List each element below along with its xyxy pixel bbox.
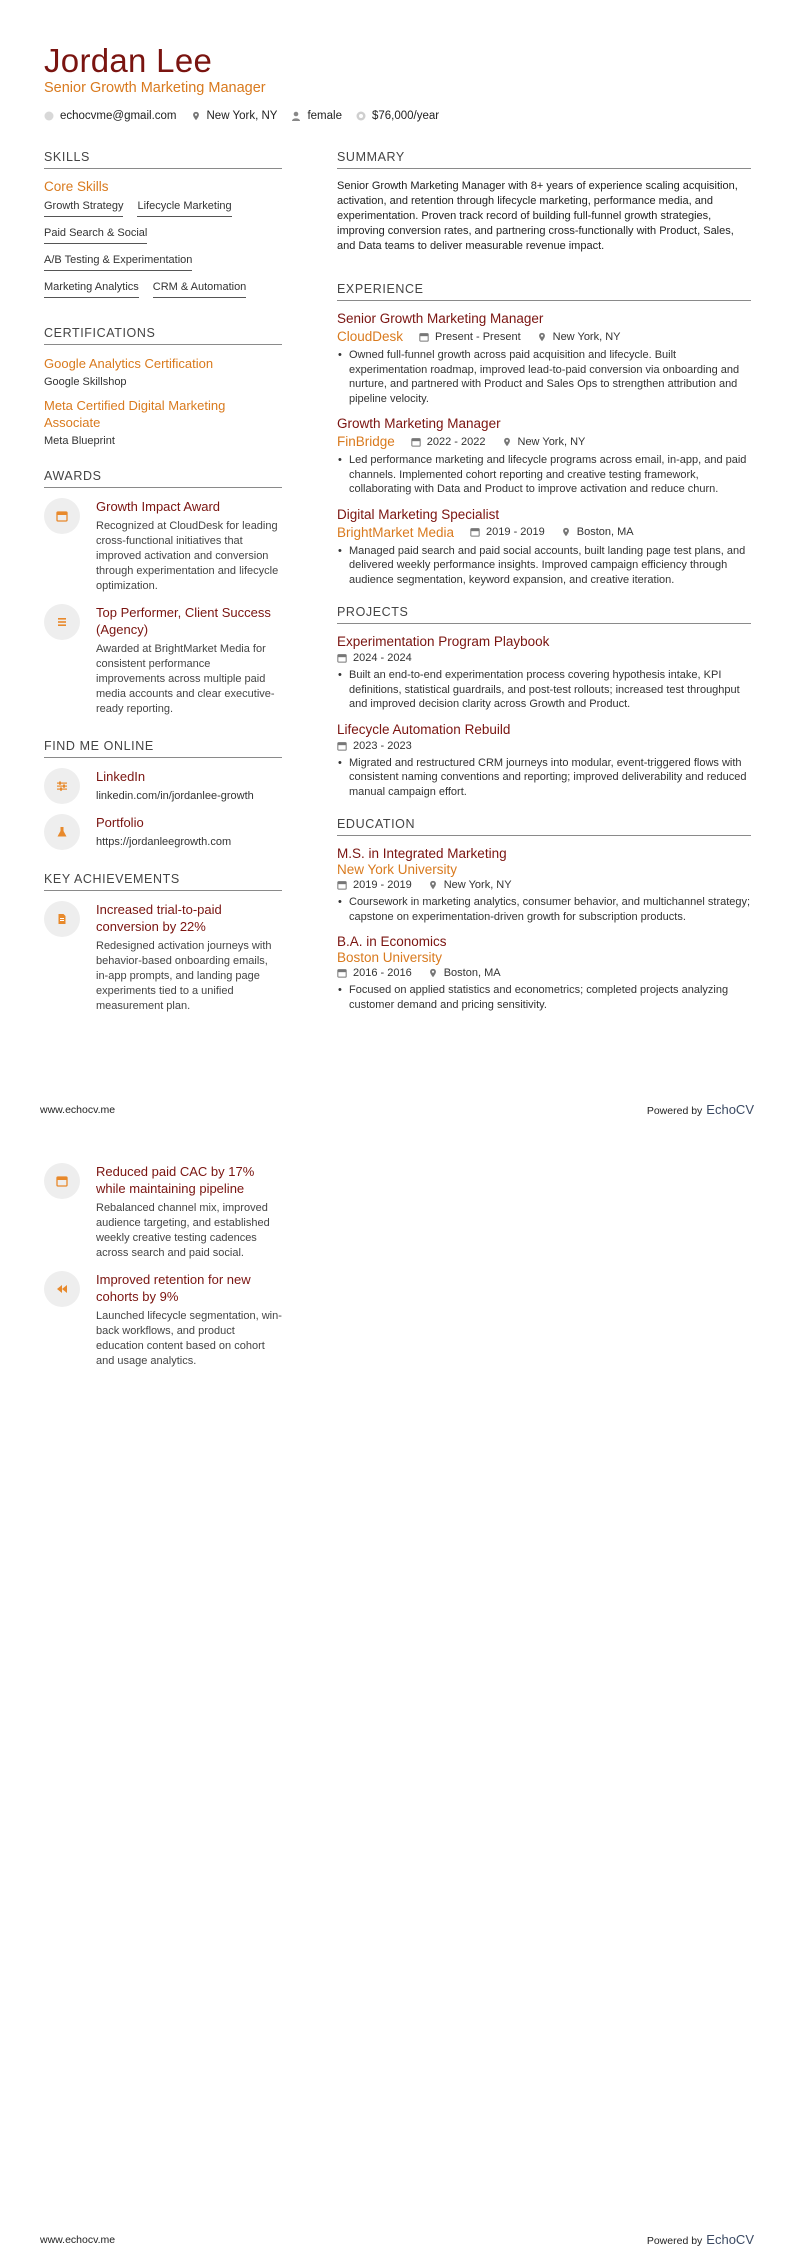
award-text: Awarded at BrightMarket Media for consistent performance improvements across multiple paid media accounts and clear executive-ready reporting. — [96, 643, 275, 715]
right-column — [337, 150, 751, 1022]
salary-icon — [356, 111, 366, 121]
experience-heading: EXPERIENCE — [337, 282, 751, 301]
achievement-title: Improved retention for new cohorts by 9% — [96, 1272, 251, 1304]
job-location: New York, NY — [517, 435, 586, 448]
online-section — [44, 739, 282, 850]
contact-salary — [356, 110, 439, 122]
email-icon — [44, 111, 54, 121]
rewind-icon — [44, 1271, 80, 1307]
contact-bar — [44, 110, 453, 122]
project-title: Lifecycle Automation Rebuild — [337, 721, 511, 737]
company-name: BrightMarket Media — [337, 524, 455, 540]
achievement-title: Increased trial-to-paid conversion by 22% — [96, 902, 222, 934]
location-icon — [191, 111, 201, 121]
flask-icon — [44, 814, 80, 850]
company-name: CloudDesk — [337, 329, 404, 344]
awards-heading: AWARDS — [44, 469, 282, 488]
job-title: Growth Marketing Manager — [337, 416, 501, 431]
job-bullet: • Managed paid search and paid social accounts, built landing page test plans, and delivered weekly performance insights. Improved campaign efficiency through audience segmentation, keyword expansion, and creative iteration. — [337, 544, 751, 588]
contact-location — [191, 110, 278, 122]
candidate-title: Senior Growth Marketing Manager — [44, 80, 266, 96]
job-title: Senior Growth Marketing Manager — [337, 311, 544, 326]
school-name: Boston University — [337, 950, 443, 965]
job-entry — [337, 507, 751, 588]
achievement-text: Rebalanced channel mix, improved audience targeting, and established weekly creative testing cadences across search and paid social. — [96, 1202, 270, 1259]
brand-logo[interactable]: EchoCV — [706, 1102, 754, 1117]
calendar-icon — [470, 527, 480, 537]
job-title: Digital Marketing Specialist — [337, 506, 500, 522]
job-location: Boston, MA — [576, 526, 634, 538]
summary-heading: SUMMARY — [337, 150, 751, 169]
education-dates: 2016 - 2016 — [353, 967, 412, 979]
location-icon — [561, 527, 571, 537]
education-location: Boston, MA — [443, 967, 501, 979]
project-dates: 2023 - 2023 — [353, 739, 412, 752]
project-title: Experimentation Program Playbook — [337, 634, 550, 649]
achievements-heading: KEY ACHIEVEMENTS — [44, 872, 282, 891]
brand-logo[interactable]: EchoCV — [706, 2232, 754, 2246]
summary-text: Senior Growth Marketing Manager with 8+ years of experience scaling acquisition, activation, and retention through lifecycle marketing, performance media, and experimentation. Proven track record of building full-funnel growth strategies, improving conversion rates, and partnering cross-functionally with Product, Sales, and Data teams to deliver measurable revenue impact. — [337, 180, 738, 252]
person-icon — [291, 111, 301, 121]
location-icon — [537, 332, 547, 342]
online-item[interactable] — [44, 814, 282, 850]
left-column-continued — [44, 1163, 282, 1379]
achievement-text: Launched lifecycle segmentation, win-back workflows, and product education content based on cohort and usage analytics. — [96, 1310, 282, 1367]
skill-tag: Marketing Analytics — [44, 281, 139, 298]
project-dates: 2024 - 2024 — [353, 652, 412, 664]
education-entry — [337, 846, 751, 924]
degree-title: M.S. in Integrated Marketing — [337, 846, 507, 861]
job-dates: 2022 - 2022 — [426, 435, 486, 448]
award-item — [44, 604, 282, 717]
awards-section — [44, 469, 282, 717]
degree-title: B.A. in Economics — [337, 934, 447, 949]
summary-section — [337, 150, 751, 254]
footer-site-link[interactable]: www.echocv.me — [40, 1103, 116, 1116]
skill-tag: CRM & Automation — [153, 281, 247, 298]
achievements-section — [44, 872, 282, 1014]
location-icon — [502, 437, 512, 447]
education-bullet: • Coursework in marketing analytics, consumer behavior, and multichannel strategy; capstone on experimentation-driven growth for subscription products. — [337, 895, 751, 924]
document-icon — [44, 901, 80, 937]
project-entry — [337, 634, 751, 712]
online-link[interactable]: https://jordanleegrowth.com — [96, 836, 232, 848]
experience-section — [337, 282, 751, 587]
salary-text: $76,000/year — [371, 110, 440, 122]
award-text: Recognized at CloudDesk for leading cross-functional initiatives that improved activation and conversion through experimentation and lifecycle optimization. — [96, 520, 279, 592]
contact-gender — [291, 110, 342, 122]
skills-subheading: Core Skills — [44, 179, 109, 194]
calendar-icon — [44, 1163, 80, 1199]
education-bullet: • Focused on applied statistics and econometrics; completed projects analyzing customer demand and pricing sensitivity. — [337, 983, 751, 1012]
left-column — [44, 150, 282, 1024]
projects-section — [337, 605, 751, 799]
calendar-icon — [337, 880, 347, 890]
job-bullet: • Led performance marketing and lifecycle programs across email, in-app, and paid channels. Implemented cohort reporting and creative testing framework, collaborating with Data and Product to improve activation and reduce churn. — [337, 453, 751, 497]
cert-org: Google Skillshop — [44, 376, 127, 388]
sliders-icon — [44, 768, 80, 804]
powered-label: Powered by — [646, 2235, 703, 2246]
skill-tag: Growth Strategy — [44, 200, 123, 217]
job-dates: 2019 - 2019 — [486, 526, 545, 538]
award-title: Growth Impact Award — [96, 499, 221, 514]
location-text: New York, NY — [206, 110, 278, 122]
company-name: FinBridge — [337, 434, 395, 449]
skill-tag: Paid Search & Social — [44, 227, 147, 244]
projects-heading: PROJECTS — [337, 605, 751, 624]
education-entry — [337, 934, 751, 1012]
gender-text: female — [307, 110, 342, 122]
certifications-heading: CERTIFICATIONS — [44, 326, 282, 345]
page-footer — [40, 1102, 754, 1117]
list-icon — [44, 604, 80, 640]
powered-by — [647, 1102, 754, 1117]
location-icon — [428, 968, 438, 978]
skills-list — [44, 200, 282, 308]
education-location: New York, NY — [443, 879, 512, 891]
online-link[interactable]: linkedin.com/in/jordanlee-growth — [96, 790, 254, 802]
footer-site-link[interactable]: www.echocv.me — [40, 2233, 116, 2246]
education-section — [337, 817, 751, 1012]
online-item[interactable] — [44, 768, 282, 804]
skills-section — [44, 150, 282, 308]
project-bullet: • Built an end-to-end experimentation process covering hypothesis intake, KPI definitions, statistical guardrails, and post-test rollouts; increased test throughput and improved decision clarity across Growth and Product. — [337, 668, 751, 712]
cert-name: Meta Certified Digital Marketing Associate — [44, 398, 226, 430]
job-location: New York, NY — [552, 330, 621, 343]
skill-tag: Lifecycle Marketing — [137, 200, 231, 217]
job-dates: Present - Present — [435, 330, 521, 343]
education-heading: EDUCATION — [337, 817, 751, 836]
award-title: Top Performer, Client Success (Agency) — [96, 605, 271, 637]
achievement-item — [44, 901, 282, 1014]
online-title: LinkedIn — [96, 769, 146, 784]
calendar-icon — [337, 968, 347, 978]
award-item — [44, 498, 282, 594]
location-icon — [428, 880, 438, 890]
cert-org: Meta Blueprint — [44, 435, 115, 447]
job-bullet: • Owned full-funnel growth across paid acquisition and lifecycle. Built experimentation roadmap, improved lead-to-paid conversion via onboarding and nurture, and partnered with Product and Sales Ops to strengthen attribution and pipeline velocity. — [337, 348, 751, 406]
education-dates: 2019 - 2019 — [353, 879, 412, 891]
skill-tag: A/B Testing & Experimentation — [44, 254, 192, 271]
calendar-icon — [411, 437, 421, 447]
page-footer — [40, 2232, 754, 2246]
contact-email[interactable] — [44, 110, 177, 122]
calendar-icon — [337, 741, 347, 751]
powered-label: Powered by — [646, 1105, 703, 1117]
achievement-title: Reduced paid CAC by 17% while maintaining pipeline — [96, 1164, 255, 1196]
project-bullet: • Migrated and restructured CRM journeys into modular, event-triggered flows with consistent naming conventions and reporting; improved deliverability and reduced manual campaign effort. — [337, 756, 751, 800]
candidate-name: Jordan Lee — [44, 42, 213, 79]
achievement-text: Redesigned activation journeys with behavior-based onboarding emails, in-app prompts, and landing page experiments tied to a unified measurement plan. — [96, 940, 272, 1012]
certifications-section — [44, 326, 282, 447]
powered-by — [647, 2232, 754, 2246]
skills-heading: SKILLS — [44, 150, 282, 169]
job-entry — [337, 416, 751, 497]
achievement-item — [44, 1163, 282, 1261]
calendar-icon — [419, 332, 429, 342]
online-title: Portfolio — [96, 815, 144, 830]
cert-name: Google Analytics Certification — [44, 356, 214, 371]
online-heading: FIND ME ONLINE — [44, 739, 282, 758]
calendar-icon — [44, 498, 80, 534]
email-text: echocvme@gmail.com — [60, 110, 177, 122]
calendar-icon — [337, 653, 347, 663]
project-entry — [337, 722, 751, 800]
resume-page-2 — [0, 1130, 794, 2246]
achievement-item — [44, 1271, 282, 1369]
job-entry — [337, 311, 751, 406]
school-name: New York University — [337, 862, 458, 877]
